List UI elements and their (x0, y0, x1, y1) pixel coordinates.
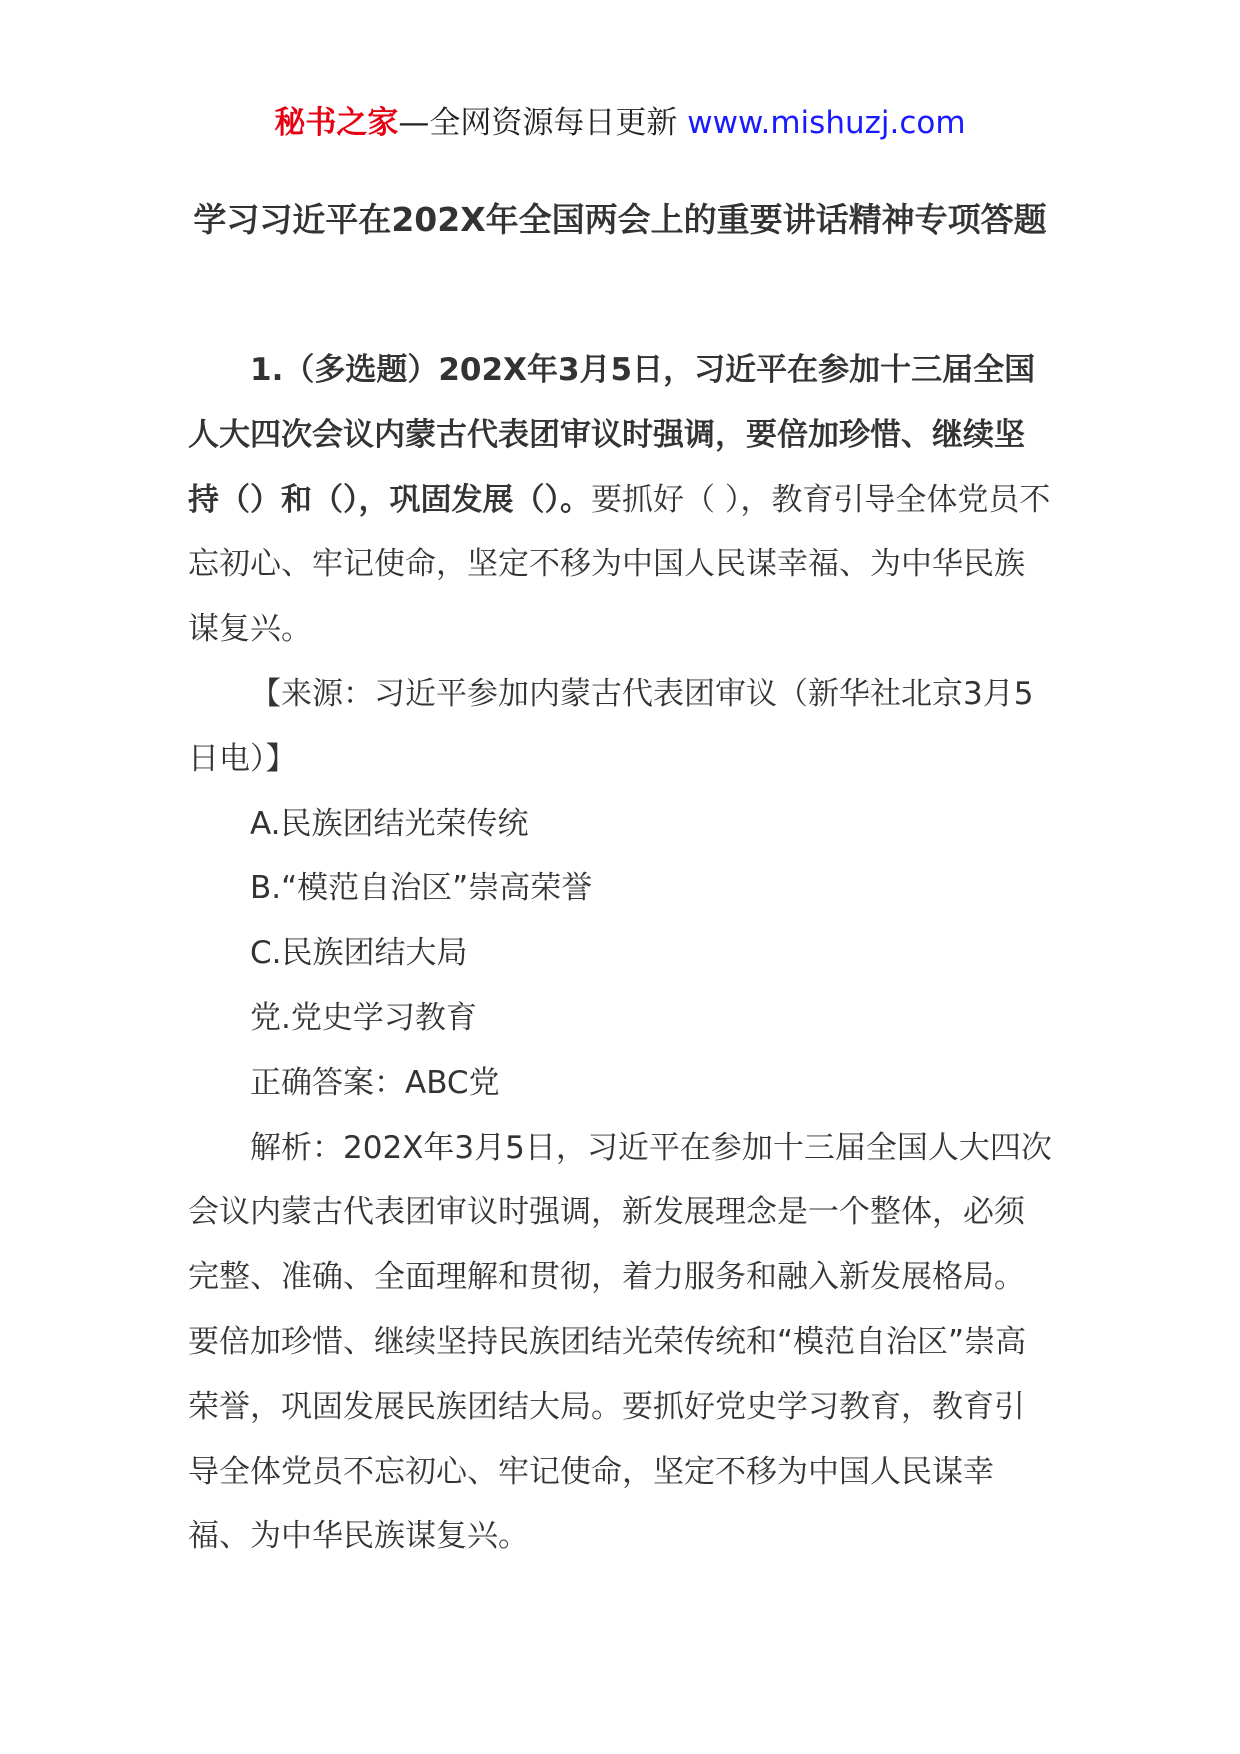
answer-analysis: 解析：202X年3月5日，习近平在参加十三届全国人大四次会议内蒙古代表团审议时强调，新发展理念是一个整体，必须完整、准确、全面理解和贯彻，着力服务和融入新发展格局。要倍加珍惜、继续坚持民族团结光荣传统和“模范自治区”崇高荣誉，巩固发展民族团结大局。要抓好党史学习教育，教育引导全体党员不忘初心、牢记使命，坚定不移为中国人民谋幸福、为中华民族谋复兴。 (188, 1129, 1052, 1555)
site-header (0, 98, 1240, 148)
document-title: 学习习近平在202X年全国两会上的重要讲话精神专项答题 (193, 200, 1047, 239)
question-stem-rest: 要抓好（ ），教育引导全体党员不忘初心、牢记使命，坚定不移为中国人民谋幸福、为中华民族谋复兴。 (188, 481, 1051, 648)
site-url-link[interactable]: www.mishuzj.com (687, 105, 966, 141)
header-slogan: —全网资源每日更新 (398, 105, 678, 141)
option-a: A.民族团结光荣传统 (250, 805, 529, 842)
question-block (188, 338, 1052, 1569)
question-stem-bold: 1.（多选题）202X年3月5日，习近平在参加十三届全国人大四次会议内蒙古代表团审议时强调，要倍加珍惜、继续坚持（）和（），巩固发展（）。 (188, 352, 1036, 518)
option-d: 党.党史学习教育 (250, 999, 477, 1036)
question-source: 【来源：习近平参加内蒙古代表团审议（新华社北京3月5日电）】 (188, 675, 1034, 777)
option-c: C.民族团结大局 (250, 935, 468, 972)
correct-answer: 正确答案：ABC党 (250, 1064, 500, 1101)
question-stem (188, 338, 1052, 662)
option-b: B.“模范自治区”崇高荣誉 (250, 870, 593, 907)
brand-name: 秘书之家 (274, 105, 399, 141)
